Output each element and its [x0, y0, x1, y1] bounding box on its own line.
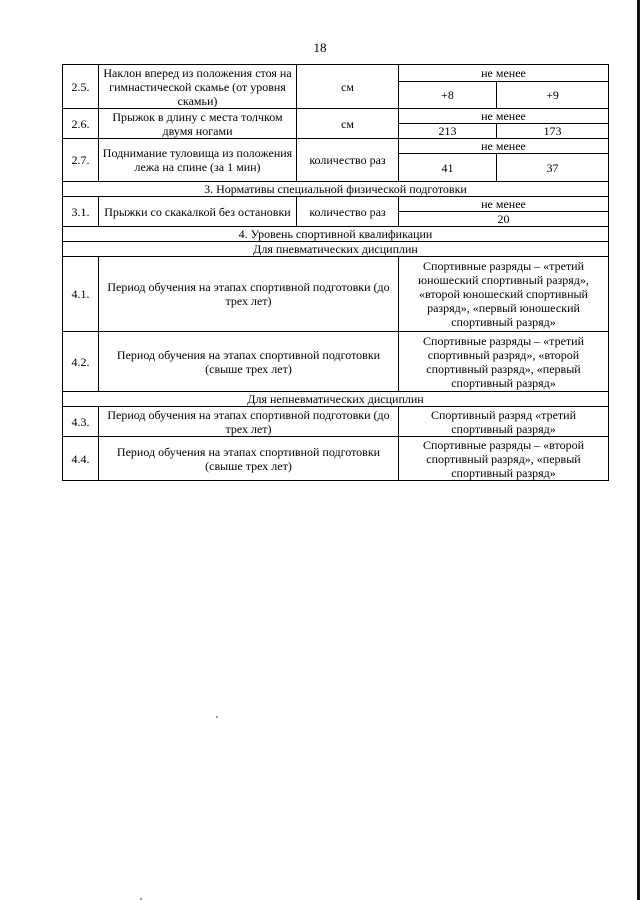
requirement-label: не менее — [399, 109, 609, 124]
exercise-name: Прыжки со скакалкой без остановки — [99, 197, 297, 227]
table-row — [63, 257, 609, 332]
pneumatic-title: Для пневматических дисциплин — [63, 242, 609, 257]
exercise-name: Поднимание туловища из положения лежа на спине (за 1 мин) — [99, 139, 297, 182]
unit-cell: см — [297, 65, 399, 109]
section-4-title: 4. Уровень спортивной квалификации — [63, 227, 609, 242]
table-row — [63, 437, 609, 481]
exercise-name: Прыжок в длину с места толчком двумя ногами — [99, 109, 297, 139]
row-number: 4.3. — [63, 407, 99, 437]
ranks-cell: Спортивные разряды – «третий спортивный разряд», «второй спортивный разряд», «первый спортивный разряд» — [399, 332, 609, 392]
row-number: 2.7. — [63, 139, 99, 182]
row-number: 4.1. — [63, 257, 99, 332]
ranks-cell: Спортивные разряды – «второй спортивный разряд», «первый спортивный разряд» — [399, 437, 609, 481]
table-row — [63, 65, 609, 82]
table-row — [63, 139, 609, 154]
value-cell: +8 — [399, 82, 497, 109]
requirement-label: не менее — [399, 139, 609, 154]
unit-cell: количество раз — [297, 197, 399, 227]
scan-speck — [216, 716, 218, 718]
value-cell: 41 — [399, 154, 497, 182]
table-row — [63, 109, 609, 124]
norms-table — [62, 64, 609, 481]
requirement-label: не менее — [399, 197, 609, 212]
row-number: 2.6. — [63, 109, 99, 139]
requirement-label: не менее — [399, 65, 609, 82]
value-cell: 213 — [399, 124, 497, 139]
section-3-title: 3. Нормативы специальной физической подготовки — [63, 182, 609, 197]
table-row — [63, 332, 609, 392]
value-cell: 20 — [399, 212, 609, 227]
table-row — [63, 407, 609, 437]
period-cell: Период обучения на этапах спортивной подготовки (свыше трех лет) — [99, 332, 399, 392]
ranks-cell: Спортивные разряды – «третий юношеский спортивный разряд», «второй юношеский спортивный разряд», «первый юношеский спортивный разряд» — [399, 257, 609, 332]
period-cell: Период обучения на этапах спортивной подготовки (свыше трех лет) — [99, 437, 399, 481]
section-header — [63, 182, 609, 197]
value-cell: 173 — [497, 124, 609, 139]
subsection-header — [63, 242, 609, 257]
page-number: 18 — [313, 40, 327, 55]
ranks-cell: Спортивный разряд «третий спортивный разряд» — [399, 407, 609, 437]
table-row — [63, 197, 609, 212]
period-cell: Период обучения на этапах спортивной подготовки (до трех лет) — [99, 407, 399, 437]
row-number: 4.2. — [63, 332, 99, 392]
period-cell: Период обучения на этапах спортивной подготовки (до трех лет) — [99, 257, 399, 332]
unit-cell: количество раз — [297, 139, 399, 182]
unit-cell: см — [297, 109, 399, 139]
row-number: 2.5. — [63, 65, 99, 109]
section-header — [63, 227, 609, 242]
value-cell: 37 — [497, 154, 609, 182]
subsection-header — [63, 392, 609, 407]
row-number: 3.1. — [63, 197, 99, 227]
value-cell: +9 — [497, 82, 609, 109]
exercise-name: Наклон вперед из положения стоя на гимнастической скамье (от уровня скамьи) — [99, 65, 297, 109]
nonpneumatic-title: Для непневматических дисциплин — [63, 392, 609, 407]
row-number: 4.4. — [63, 437, 99, 481]
